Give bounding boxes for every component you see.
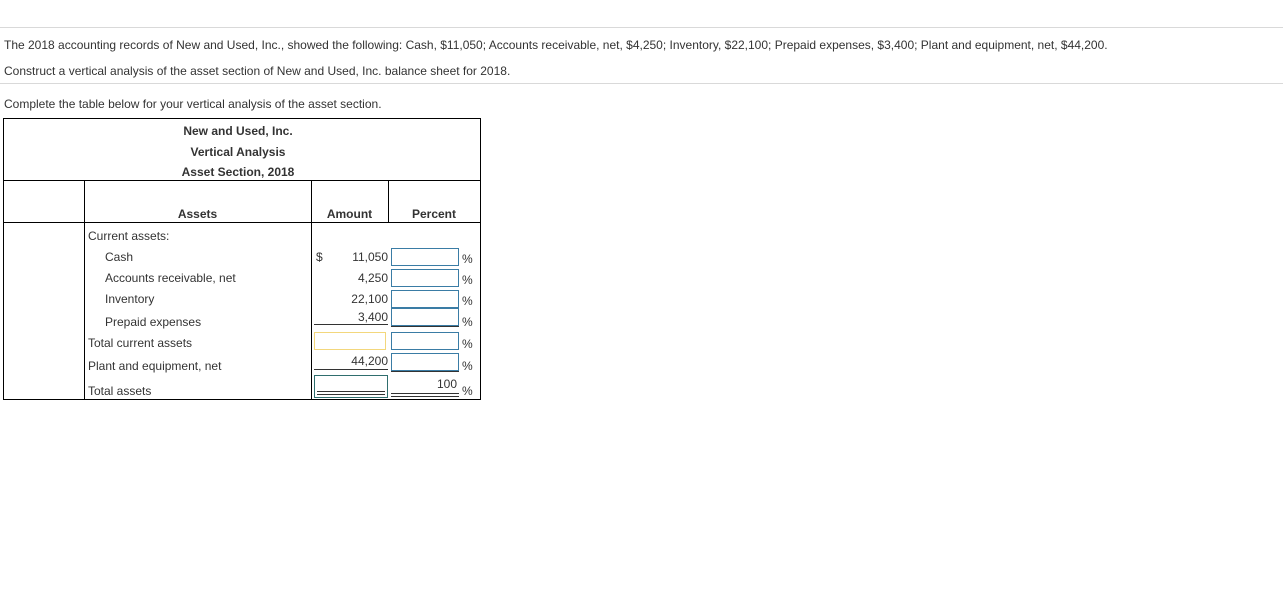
amount-total-double-rule-1: [317, 391, 385, 392]
vertical-analysis-table: [3, 118, 481, 400]
task-instruction: Complete the table below for your vertical analysis of the asset section.: [4, 97, 382, 111]
row-label-cash: Cash: [105, 250, 134, 264]
amount-plant-and-equipment: 44,200: [351, 354, 388, 368]
percent-sign-total-current-assets: %: [462, 337, 473, 351]
amount-subtotal-rule: [314, 324, 388, 325]
problem-instruction: Construct a vertical analysis of the asset section of New and Used, Inc. balance sheet for 2018.: [4, 64, 511, 78]
section-divider: [0, 83, 1283, 84]
row-label-prepaid-expenses: Prepaid expenses: [105, 315, 202, 329]
col-header-amount: Amount: [326, 207, 373, 221]
percent-sign-accounts-receivable: %: [462, 273, 473, 287]
percent-input-inventory[interactable]: [391, 290, 459, 308]
col-header-assets: Assets: [177, 207, 218, 221]
row-label-plant-and-equipment: Plant and equipment, net: [88, 359, 222, 373]
percent-sign-plant-and-equipment: %: [462, 359, 473, 373]
percent-sign-total-assets: %: [462, 384, 473, 398]
percent-input-total-current-assets[interactable]: [391, 332, 459, 350]
percent-total-double-rule-2: [391, 396, 459, 397]
amount-plant-rule: [314, 369, 388, 370]
col-header-percent: Percent: [411, 207, 457, 221]
percent-input-plant-and-equipment[interactable]: [391, 353, 459, 371]
percent-plant-rule: [391, 371, 459, 372]
amount-input-total-current-assets[interactable]: [314, 332, 386, 350]
dollar-sign: $: [316, 250, 323, 264]
amount-accounts-receivable: 4,250: [357, 271, 388, 285]
row-label-total-assets: Total assets: [88, 384, 152, 398]
problem-statement: The 2018 accounting records of New and Used, Inc., showed the following: Cash, $11,050; Accounts receivable, net, $4,250; Inventory, $22,100; Prepaid expenses, $3,400; Plant and equipment, net, $44,200.: [4, 38, 1108, 52]
amount-total-double-rule-2: [317, 394, 385, 395]
percent-input-prepaid-expenses[interactable]: [391, 308, 459, 326]
percent-input-accounts-receivable[interactable]: [391, 269, 459, 287]
percent-input-cash[interactable]: [391, 248, 459, 266]
header-bottom-rule: [4, 222, 480, 223]
percent-sign-inventory: %: [462, 294, 473, 308]
row-label-inventory: Inventory: [105, 292, 155, 306]
amount-prepaid-expenses: 3,400: [357, 310, 388, 324]
percent-total-double-rule-1: [391, 393, 459, 394]
percent-sign-prepaid-expenses: %: [462, 315, 473, 329]
table-title: Vertical Analysis: [190, 145, 286, 159]
percent-total-assets: 100: [436, 377, 457, 391]
row-label-total-current-assets: Total current assets: [88, 336, 193, 350]
amount-cash: 11,050: [352, 250, 388, 264]
current-assets-label: Current assets:: [88, 229, 170, 243]
table-subtitle: Asset Section, 2018: [181, 165, 295, 179]
percent-subtotal-rule: [391, 326, 459, 327]
company-name: New and Used, Inc.: [183, 124, 293, 138]
top-divider: [0, 27, 1283, 28]
title-bottom-rule: [4, 180, 480, 181]
row-label-accounts-receivable: Accounts receivable, net: [105, 271, 236, 285]
amount-inventory: 22,100: [351, 292, 388, 306]
percent-sign-cash: %: [462, 252, 473, 266]
